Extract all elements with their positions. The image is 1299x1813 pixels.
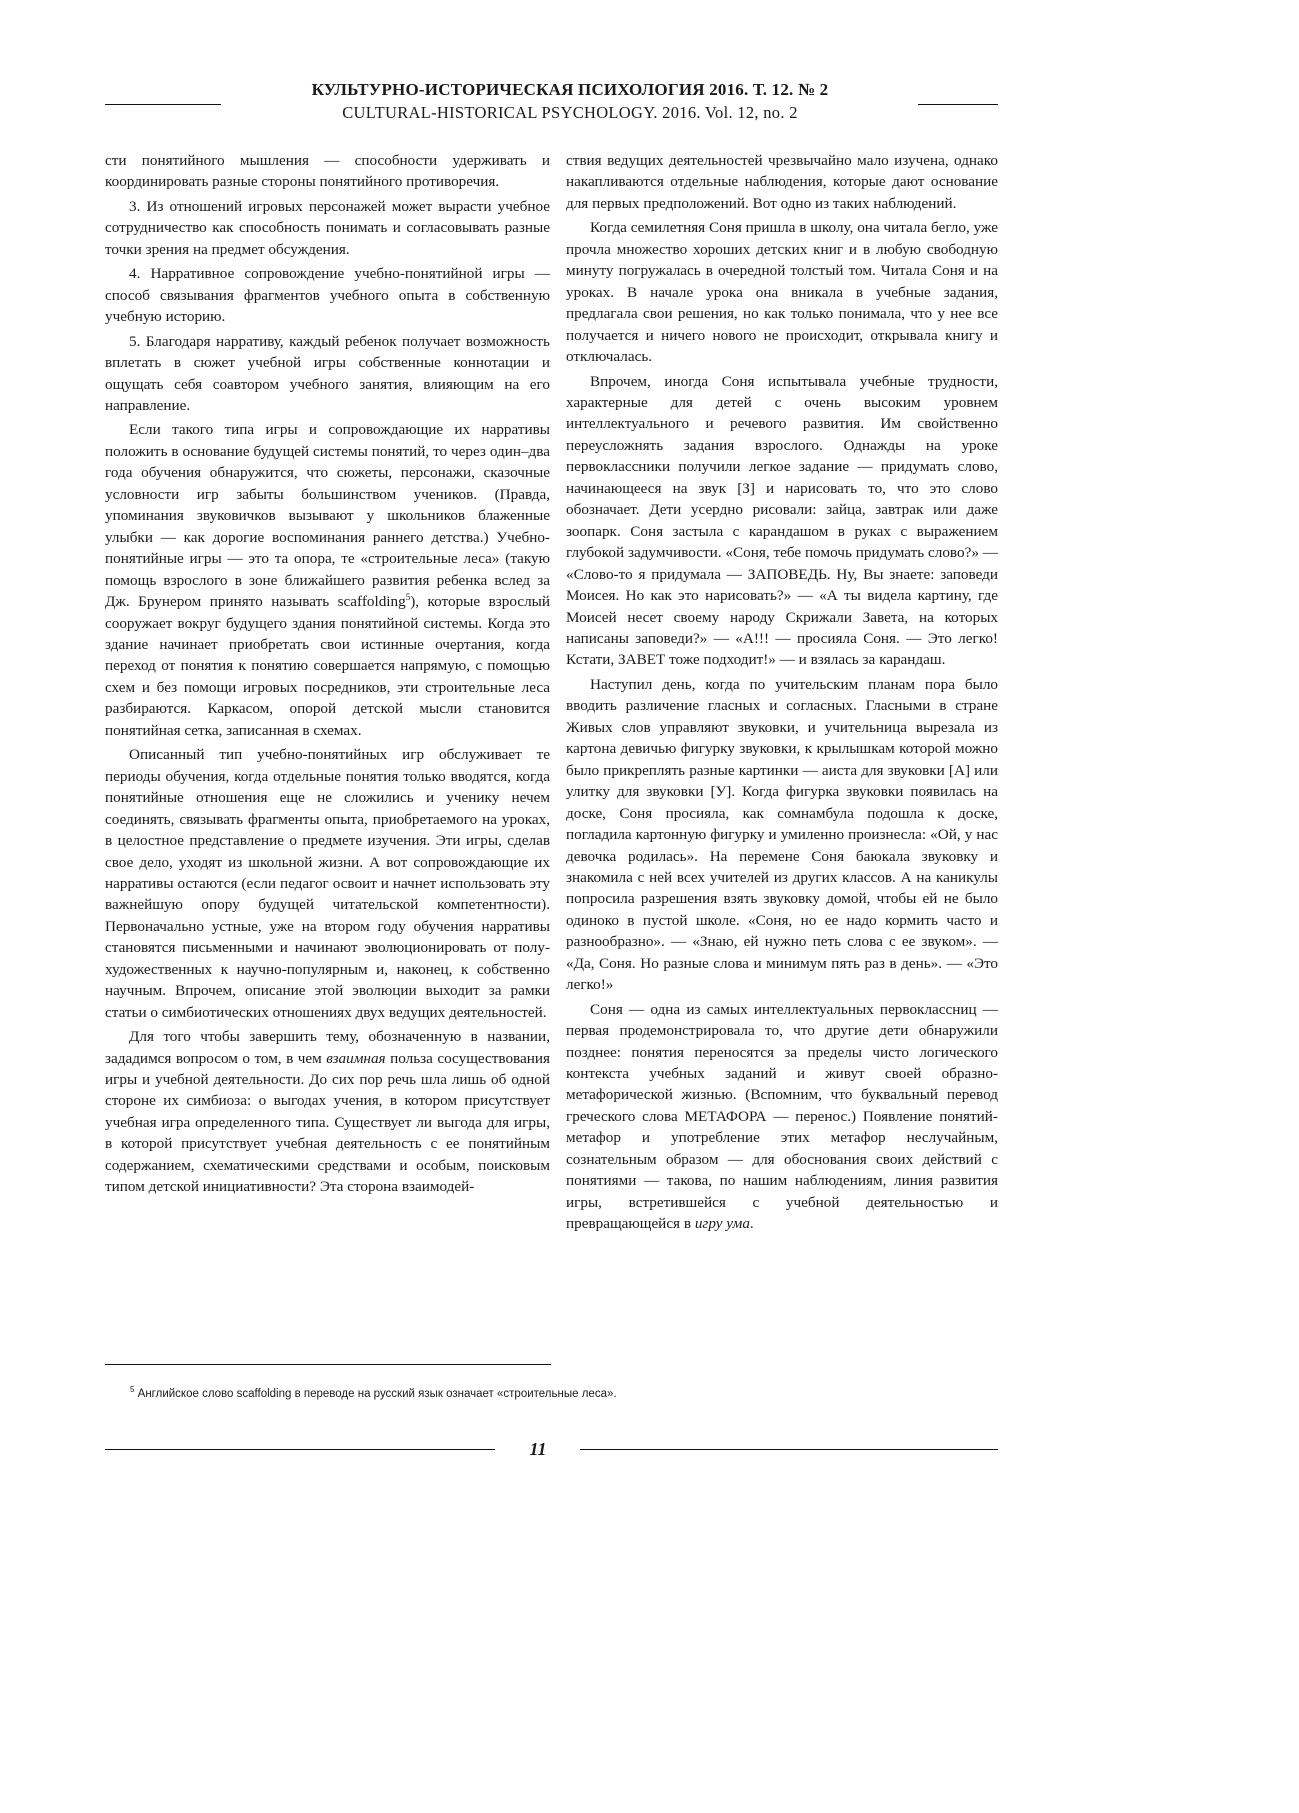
footnote-rule	[105, 1364, 551, 1365]
paragraph: 3. Из отношений игровых персонажей может вырасти учебное сотрудничество как способность понимать и согласовывать разные точки зрения на предмет обсуждения.	[105, 197, 550, 258]
text-run: Для того чтобы завершить тему, обозначенную в названии, зададимся вопросом о том, в чем	[105, 1028, 550, 1067]
paragraph: 4. Нарративное сопровождение учебно-понятийной игры — способ связывания фрагментов учебного опыта в собственную учебную историю.	[105, 265, 550, 326]
page-number: 11	[529, 1439, 547, 1459]
right-column	[566, 150, 998, 1238]
footer-rule-right	[580, 1449, 998, 1450]
paragraph	[105, 419, 550, 741]
paragraph	[566, 999, 998, 1235]
paragraph: ствия ведущих деятельностей чрезвычайно мало изучена, однако накапливаются отдельные наблюдения, которые дают основание для первых предположений. Вот одно из таких наблюдений.	[566, 152, 998, 212]
paragraph: сти понятийного мышления — способности удерживать и координировать разные стороны понятийного противоречия.	[105, 152, 550, 191]
text-run: .	[749, 1215, 754, 1233]
text-run: польза сосуществования игры и учебной деятельности. До сих пор речь шла лишь об одной стороне их симбиоза: о выгодах учения, в котором присутствует учебная игра определенного типа. Существует ли выгода для игры, в которой присутствует учебная деятельность с ее понятийным содержанием, схематическими средствами и особым, поисковым типом детской инициативности? Эта сторона взаимодей-	[105, 1049, 550, 1196]
left-column	[105, 150, 550, 1201]
emphasis: игру ума	[694, 1215, 750, 1233]
emphasis: взаимная	[326, 1049, 386, 1067]
text-run: ), которые взрослый сооружает вокруг будущего здания понятийной системы. Когда это здание начинает приобретать свои истинные очертания, когда переход от понятия к понятию совершается напрямую, с помощью схем и без помощи игровых посредников, эти строительные леса разбираются. Каркасом, опорой детской мысли становится понятийная сетка, записанная в схемах.	[105, 593, 550, 739]
paragraph: 5. Благодаря нарративу, каждый ребенок получает возможность вплетать в сюжет учебной игры собственные коннотации и ощущать себя соавтором учебного занятия, влияющим на его направление.	[105, 332, 550, 414]
journal-title-en: CULTURAL-HISTORICAL PSYCHOLOGY. 2016. Vol. 12, no. 2	[342, 103, 798, 122]
footnote	[130, 1386, 617, 1402]
text-run: Соня — одна из самых интеллектуальных первоклассниц — первая продемонстрировала то, что другие дети обнаружили позднее: понятия переносятся за пределы чисто логического контекста учебных заданий и живут своей образно-метафорической жизнью. (Вспомним, что буквальный перевод греческого слова МЕТАФОРА — перенос.) Появление понятий-метафор и употребление этих метафор неслучайным, сознательным образом — для обоснования своих действий с понятиями — такова, по нашим наблюдениям, линия развития игры, встретившейся с учебной деятельностью и превращающейся в	[566, 1000, 998, 1233]
paragraph: Когда семилетняя Соня пришла в школу, она читала бегло, уже прочла множество хороших детских книг и в любую свободную минуту погружалась в очередной толстый том. Читала Соня и на уроках. В начале урока она вникала в учебные задания, предлагала свои решения, но как только понимала, что у нее все получается и ничего нового не происходит, открывала книгу и отключалась.	[566, 219, 998, 366]
header-rule-right	[918, 104, 998, 105]
paragraph: Наступил день, когда по учительским планам пора было вводить различение гласных и согласных. Гласными в стране Живых слов управляют звуковки, и учительница вырезала из картона девичью фигурку звуковки, к крылышкам которой можно было прикреплять разные картинки — аиста для звуковки [А] или улитку для звуковки [У]. Когда фигурка звуковки появилась на доске, Соня просияла, как сомнамбула подошла к доске, погладила картонную фигурку и умиленно произнесла: «Ой, у нас девочка родилась». На перемене Соня баюкала звуковку и знакомила с ней всех учителей из других классов. А на каникулы попросила разрешения взять звуковку домой, чтобы ей не было одиноко в пустой школе. «Соня, но ее надо кормить часто и разнообразно». — «Знаю, ей нужно петь слова с ее звуком». — «Да, Соня. Но разные слова и минимум пять раз в день». — «Это легко!»	[566, 675, 998, 994]
text-run: Если такого типа игры и сопровождающие их нарративы положить в основание будущей системы понятий, то через один–два года обучения обнаружится, что сюжеты, персонажи, сказочные условности игр забыты большинством учеников. (Правда, упоминания звуковичков вызывают у школьников блаженные улыбки — как дорогие воспоминания раннего детства.) Учебно-понятийные игры — это та опора, те «строительные леса» (такую помощь взрослого в зоне ближайшего развития ребенка вслед за Дж. Брунером принято называть scaffolding	[105, 421, 550, 611]
paragraph	[105, 1026, 550, 1198]
running-header	[228, 78, 912, 124]
paragraph: Описанный тип учебно-понятийных игр обслуживает те периоды обучения, когда отдельные понятия только вводятся, когда понятийные отношения еще не сложились и ученику нечем соединять, связывать фрагменты опыта, приобретаемого на уроках, в целостное представление о предмете изучения. Эти игры, сделав свое дело, уходят из школьной жизни. А вот сопровождающие их нарративы остаются (если педагог освоит и начнет использовать эту важнейшую опору будущей читательской компетентности). Первоначально устные, уже на втором году обучения нарративы становятся письменными и начинают эволюционировать от полу-художественных к научно-популярным и, наконец, к собственно научным. Впрочем, описание этой эволюции выходит за рамки статьи о симбиотических отношениях двух ведущих деятельностей.	[105, 746, 550, 1021]
journal-title-ru: КУЛЬТУРНО-ИСТОРИЧЕСКАЯ ПСИХОЛОГИЯ 2016. Т. 12. № 2	[311, 80, 829, 99]
footnote-text: Английское слово scaffolding в переводе на русский язык означает «строительные леса».	[134, 1388, 617, 1400]
paragraph: Впрочем, иногда Соня испытывала учебные трудности, характерные для детей с очень высоким уровнем интеллектуального и речевого развития. Им свойственно переусложнять задания взрослого. Однажды на уроке первоклассники получили легкое задание — придумать слово, начинающееся на звук [З] и нарисовать то, что это слово обозначает. Дети усердно рисовали: зайца, завтрак или даже зоопарк. Соня застыла с карандашом в руках с выражением глубокой задумчивости. «Соня, тебе помочь придумать слово?» — «Слово-то я придумала — ЗАПОВЕДЬ. Ну, Вы знаете: заповеди Моисея. Но как это нарисовать?» — «А ты видела картину, где Моисей несет своему народу Скрижали Завета, на которых написаны заповеди?» — «А!!! — просияла Соня. — Это легко! Кстати, ЗАВЕТ тоже подходит!» — и взялась за карандаш.	[566, 372, 998, 669]
footnote-marker: 5	[130, 1385, 135, 1395]
footnote-ref: 5	[405, 592, 411, 602]
footer-rule-left	[105, 1449, 495, 1450]
header-rule-left	[105, 104, 221, 105]
